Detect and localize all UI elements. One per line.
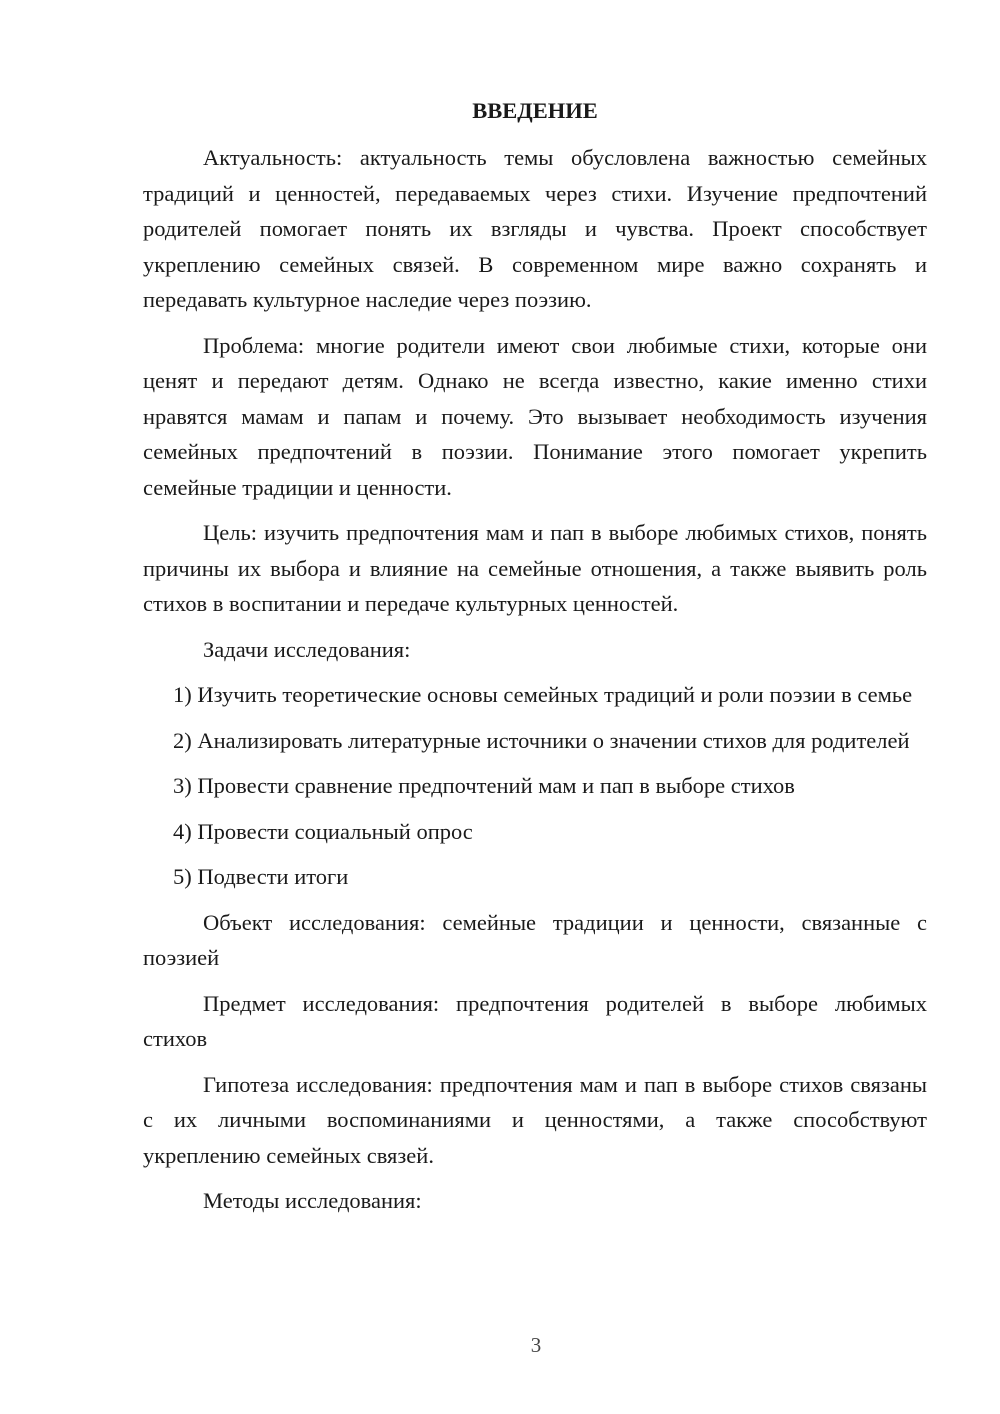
paragraph-relevance: Актуальность: актуальность темы обусловлена важностью семейных традиций и ценностей, передаваемых через стихи. Изучение предпочтений родителей помогает понять их взгляды и чувства. Проект способствует укреплению семейных связей. В современном мире важно сохранять и передавать культурное наследие через поэзию. bbox=[143, 145, 927, 312]
paragraph-object: Объект исследования: семейные традиции и ценности, связанные с поэзией bbox=[143, 909, 927, 970]
task-item-4: 4) Провести социальный опрос bbox=[173, 818, 473, 844]
paragraph-tasks-heading: Задачи исследования: bbox=[203, 636, 411, 662]
task-item-3: 3) Провести сравнение предпочтений мам и пап в выборе стихов bbox=[173, 773, 795, 798]
task-item-5: 5) Подвести итоги bbox=[173, 864, 349, 889]
task-item-1: 1) Изучить теоретические основы семейных традиций и роли поэзии в семье bbox=[173, 682, 913, 707]
page-number: 3 bbox=[530, 1333, 542, 1357]
paragraph-problem: Проблема: многие родители имеют свои любимые стихи, которые они ценят и передают детям. Однако не всегда известно, какие именно стихи нравятся мамам и папам и почему. Это вызывает необходимость изучения семейных предпочтений в поэзии. Понимание этого помогает укрепить семейные традиции и ценности. bbox=[143, 332, 927, 500]
paragraph-hypothesis: Гипотеза исследования: предпочтения мам и пап в выборе стихов связаны с их личными воспоминаниями и ценностями, а также способствуют укреплению семейных связей. bbox=[143, 1071, 927, 1168]
paragraph-goal: Цель: изучить предпочтения мам и пап в выборе любимых стихов, понять причины их выбора и влияние на семейные отношения, а также выявить роль стихов в воспитании и передаче культурных ценностей. bbox=[143, 520, 927, 616]
section-title: ВВЕДЕНИЕ bbox=[472, 98, 598, 123]
paragraph-methods-heading: Методы исследования: bbox=[203, 1188, 422, 1213]
page-content bbox=[143, 93, 927, 1229]
task-item-2: 2) Анализировать литературные источники о значении стихов для родителей bbox=[173, 727, 910, 753]
paragraph-subject: Предмет исследования: предпочтения родителей в выборе любимых стихов bbox=[143, 990, 927, 1051]
